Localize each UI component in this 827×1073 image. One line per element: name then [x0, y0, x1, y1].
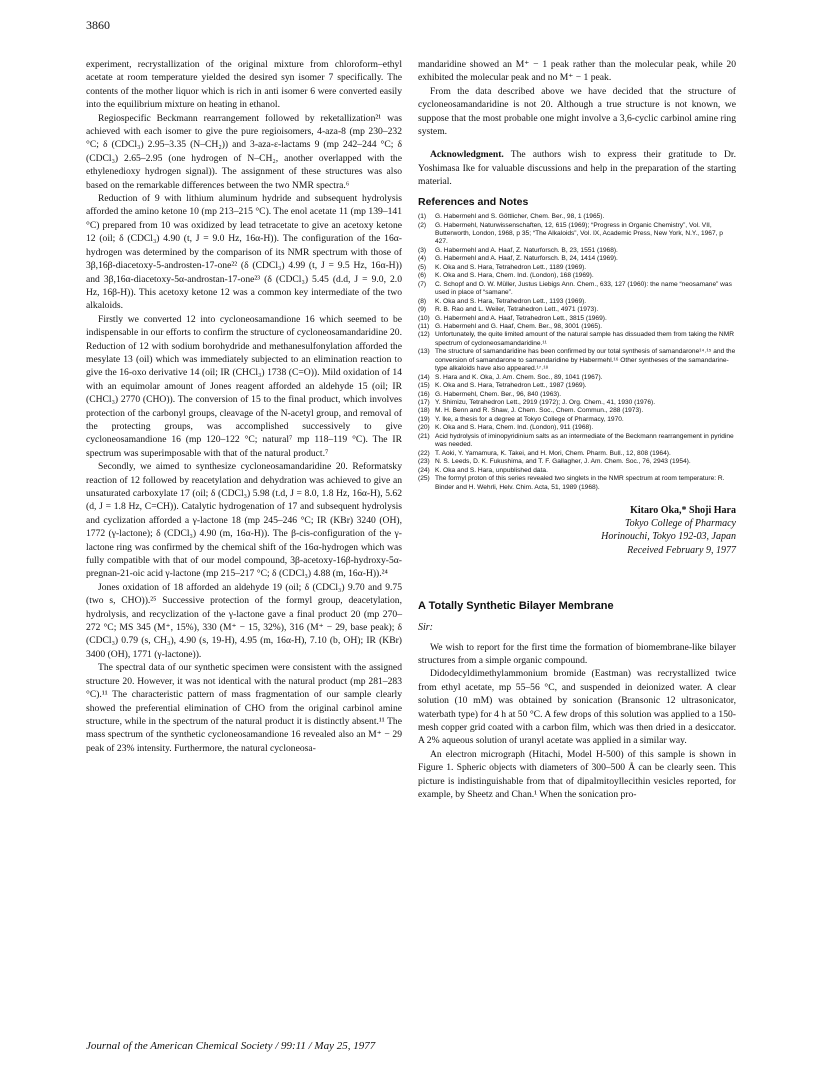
reference-number: (17) [418, 399, 430, 407]
reference-item [418, 331, 736, 348]
body-paragraph: experiment, recrystallization of the original mixture from chloroform–ethyl acetate at room temperature yielded the desired syn isomer 7 specifically. The contents of the mother liquor which is rich in anti isomer 6 were converted easily into the equilibrium mixture on heating in ethanol. [86, 59, 402, 111]
reference-number: (20) [418, 424, 430, 432]
reference-number: (11) [418, 322, 430, 330]
reference-text: K. Oka and S. Hara, Tetrahedron Lett., 1189 (1969). [435, 263, 587, 271]
reference-number: (12) [418, 331, 430, 339]
reference-item [418, 424, 736, 432]
affiliation-line: Horinouchi, Tokyo 192-03, Japan [601, 531, 736, 543]
body-paragraph: Regiospecific Beckmann rearrangement followed by reketallization²¹ was achieved with each isomer to give the pure regioisomers, 4-aza-8 (mp 230–232 °C; δ (CDCl₃) 2.95–3.35 (N–CH₂)) and 3-aza-ε-lactams 9 (mp 242–244 °C; δ (CDCl₃) 2.65–2.95 (one hydrogen of N–CH₂, another overlapped with the ethylenedioxy hydrogen signal)). The assignment of these structures was also based on the remarkable differences between the two NMR spectra.⁶ [86, 112, 402, 191]
page-number: 3860 [86, 18, 110, 32]
right-column [418, 58, 736, 802]
reference-number: (14) [418, 373, 430, 381]
body-paragraph: Didodecyldimethylammonium bromide (Eastman) was recrystallized twice from ethyl acetate, mp 55–56 °C, and suspended in deionized water. A clear solution (10 mM) was obtained by sonication (Bransonic 12 ultrasonicator, waterbath type) for 4 h at 50 °C. A few drops of this solution was applied to a 150-mesh copper grid coated with a carbon film, which was then dried in a desiccator. A 2% aqueous solution of uranyl acetate was applied in a similar way. [418, 668, 736, 747]
reference-text: G. Habermehl and A. Haaf, Tetrahedron Lett., 3815 (1969). [435, 314, 607, 322]
reference-item [418, 458, 736, 466]
journal-footer: Journal of the American Chemical Society / 99:11 / May 25, 1977 [86, 1040, 376, 1052]
reference-item [418, 298, 736, 306]
reference-number: (22) [418, 449, 430, 457]
reference-text: S. Hara and K. Oka, J. Am. Chem. Soc., 89, 1041 (1967). [435, 373, 603, 381]
reference-item [418, 407, 736, 415]
reference-number: (7) [418, 280, 427, 288]
body-paragraph: Secondly, we aimed to synthesize cycloneosamandaridine 20. Reformatsky reaction of 12 followed by reacetylation and dehydration was achieved to give an unsaturated carboxylate 17 (oil; δ (CDCl₃) 5.98 (t.d, J = 8.0, 1.8 Hz, 16α-H), 5.62 (d, J = 1.8 Hz, C=CH)). Catalytic hydrogenation of 17 and subsequent hydrolysis and cyclization afforded a γ-lactone 18 (mp 245–246 °C; IR (KBr) 3240 (OH), 1772 (γ-lactone); δ (CDCl₃) 4.90 (m, 16α-H)). The β-cis-configuration of the γ-lactone ring was confirmed by the chemical shift of the 16α-hydrogen which was fully compatible with that of our model compound, 3β-acetoxy-16β-hydroxy-5α-pregnan-21-oic acid γ-lactone (mp 215–217 °C; δ (CDCl₃) 4.88 (m, 16α-H)).²⁴ [86, 461, 402, 580]
reference-item [418, 475, 736, 492]
reference-number: (15) [418, 382, 430, 390]
reference-item [418, 323, 736, 331]
reference-number: (24) [418, 466, 430, 474]
body-paragraph: Jones oxidation of 18 afforded an aldehyde 19 (oil; δ (CDCl₃) 9.70 and 9.75 (two s, CHO)).²⁵ Successive protection of the formyl group, deacetylation, hydrolysis, and recyclization of the γ-lactone gave a final product 20 (mp 270–272 °C; MS 345 (M⁺, 15%), 330 (M⁺ − 15, 32%), 316 (M⁺ − 29, base peak); δ (CDCl₃) 0.79 (s, CH₃), 4.90 (s, 19-H), 4.95 (m, 16α-H), 7.10 (b, OH); IR (KBr) 3400 (OH), 1771 (γ-lactone)). [86, 581, 402, 660]
reference-item [418, 399, 736, 407]
reference-text: K. Oka and S. Hara, unpublished data. [435, 466, 548, 474]
body-paragraph: The spectral data of our synthetic specimen were consistent with the assigned structure 20. However, it was not identical with the natural product (mp 281–283 °C).¹¹ The characteristic pattern of mass fragmentation of our sample clearly showed the preferential elimination of CHO from the original carbinol amine structure, while in the spectrum of the natural product it is distinctly absent.¹¹ The mass spectrum of the synthetic cycloneosamandione 16 revealed also an M⁺ − 29 peak of 23% intensity. Furthermore, the natural cycloneosa- [86, 662, 402, 754]
salutation: Sir: [418, 622, 433, 634]
reference-item [418, 433, 736, 450]
reference-item [418, 374, 736, 382]
authors: Kitaro Oka,* Shoji Hara [630, 505, 736, 517]
body-paragraph: Firstly we converted 12 into cycloneosamandione 16 which seemed to be indispensable in our efforts to confirm the structure of cycloneosamandaridine 20. Reduction of 12 with sodium borohydride and methanesulfonylation afforded the mesylate 13 (oil) which was immediately subjected to an elimination reaction to give the 16-oxo derivative 14 (oil; IR (CHCl₃) 1738 (C=O)). Mild oxidation of 14 with an equimolar amount of Jones reagent afforded an aldehyde 15 (oil; IR (CHCl₃) 2770 (CHO)). The conversion of 15 to the final product, which involves protection of the carbonyl groups, cleavage of the N-acetyl group, and removal of the protecting groups, was accomplished successively to give cycloneosamandione 16 (mp 120–122 °C; natural⁷ mp 118–119 °C). The IR spectrum was superimposable with that of the natural product.⁷ [86, 313, 402, 459]
reference-item [418, 348, 736, 373]
reference-text: N. S. Leeds, D. K. Fukushima, and T. F. Gallagher, J. Am. Chem. Soc., 76, 2943 (1954). [435, 458, 691, 466]
left-column [86, 58, 402, 755]
reference-number: (9) [418, 306, 427, 314]
reference-number: (21) [418, 432, 430, 440]
reference-text: R. B. Rao and L. Weiler, Tetrahedron Lett., 4971 (1973). [435, 306, 599, 314]
body-paragraph: An electron micrograph (Hitachi, Model H-500) of this sample is shown in Figure 1. Spheric objects with diameters of 300–500 Å can be clearly seen. This picture is indistinguishable from that of dipalmitoyllecithin vesicles reported, for example, by Sheetz and Chan.¹ When the sonication pro- [418, 748, 736, 801]
reference-text: Acid hydrolysis of iminopyridinium salts as an intermediate of the Beckmann rearrangement in pyridine was needed. [435, 432, 734, 449]
reference-text: K. Oka and S. Hara, Tetrahedron Lett., 1193 (1969). [435, 297, 587, 305]
reference-item [418, 450, 736, 458]
body-paragraph: Reduction of 9 with lithium aluminum hydride and subsequent hydrolysis afforded the amino ketone 10 (mp 213–215 °C). The enol acetate 11 (mp 139–141 °C) prepared from 10 was oxidized by lead tetracetate to give an acetoxy ketone 12 (oil; δ (CDCl₃) 4.90 (t, J = 9.0 Hz, 16α-H)). The configuration of the 16α-hydrogen was determined by the comparison of its NMR spectrum with those of 3β,16β-diacetoxy-5-androsten-17-one²² (δ (CDCl₃) 4.99 (t, J = 9.5 Hz, 16α-H)) and 3β,16α-diacetoxy-5α-androstan-17-one²³ (δ (CDCl₃) 5.45 (d.d, J = 9.0, 2.0 Hz, 16β-H)). This acetoxy ketone 12 was a common key intermediate of the two alkaloids. [86, 193, 402, 312]
references-list [418, 213, 736, 492]
reference-text: K. Oka and S. Hara, Chem. Ind. (London), 911 (1968). [435, 424, 594, 432]
reference-item [418, 281, 736, 298]
reference-number: (13) [418, 348, 430, 356]
article-title: A Totally Synthetic Bilayer Membrane [418, 599, 614, 612]
affiliation-line: Tokyo College of Pharmacy [624, 518, 736, 530]
reference-number: (18) [418, 407, 430, 415]
reference-item [418, 222, 736, 247]
reference-number: (6) [418, 272, 427, 280]
acknowledgment-text: The authors wish to express their gratitude to Dr. Yoshimasa Ike for valuable discussions and help in the preparation of the starting material. [418, 149, 736, 188]
reference-text: G. Habermehl, Naturwissenschaften, 12, 615 (1969); “Progress in Organic Chemistry”, Vol. VII, Butterworth, London, 1968, p 35; “The Alkaloids”, Vol. IX, Academic Press, New York, N.Y., 1967, p 427. [435, 221, 723, 246]
reference-item [418, 391, 736, 399]
reference-item [418, 416, 736, 424]
body-paragraph: We wish to report for the first time the formation of biomembrane-like bilayer structures from a simple organic compound. [418, 641, 736, 667]
acknowledgment-heading: Acknowledgment. [430, 149, 504, 161]
reference-text: C. Schopf and O. W. Müller, Justus Liebigs Ann. Chem., 633, 127 (1960): the name “neosamane” was used in place of “samane”. [435, 280, 732, 297]
reference-text: T. Aoki, Y. Yamamura, K. Takei, and H. Mori, Chem. Pharm. Bull., 12, 808 (1964). [435, 449, 671, 457]
references-title: References and Notes [418, 195, 529, 208]
reference-text: G. Habermehl and G. Haaf, Chem. Ber., 98, 3001 (1965). [435, 322, 603, 330]
reference-number: (8) [418, 297, 427, 305]
reference-item [418, 306, 736, 314]
acknowledgment [418, 148, 736, 188]
reference-text: K. Oka and S. Hara, Chem. Ind. (London), 168 (1969). [435, 272, 594, 280]
reference-item [418, 467, 736, 475]
reference-text: G. Habermehl and A. Haaf, Z. Naturforsch. B, 24, 1414 (1969). [435, 255, 618, 263]
body-paragraph: mandaridine showed an M⁺ − 1 peak rather than the molecular peak, while 20 exhibited the molecular peak and no M⁺ − 1 peak. [418, 59, 736, 84]
received-date: Received February 9, 1977 [627, 545, 736, 557]
reference-number: (1) [418, 213, 427, 221]
reference-item [418, 247, 736, 255]
reference-item [418, 382, 736, 390]
reference-number: (10) [418, 314, 430, 322]
reference-number: (2) [418, 221, 427, 229]
reference-text: G. Habermehl and A. Haaf, Z. Naturforsch. B, 23, 1551 (1968). [435, 246, 618, 254]
reference-item [418, 264, 736, 272]
reference-number: (4) [418, 255, 427, 263]
reference-item [418, 255, 736, 263]
reference-text: Y. Ike, a thesis for a degree at Tokyo College of Pharmacy, 1970. [435, 415, 624, 423]
reference-text: The formyl proton of this series revealed two singlets in the NMR spectrum at room temperature: R. Binder and H. Wehrli, Helv. Chim. Acta, 51, 1989 (1968). [435, 475, 725, 491]
reference-text: The structure of samandaridine has been confirmed by our total synthesis of samandarone¹⁴˒¹⁵ and the conversion of samandarone to samandaridine by Habermehl.¹⁶ Other syntheses of the samandarine-type alkaloids have also appeared.¹⁷˒¹⁸ [435, 348, 736, 373]
reference-text: G. Habermehl, Chem. Ber., 96, 840 (1963). [435, 390, 562, 398]
reference-number: (25) [418, 475, 430, 483]
reference-text: Unfortunately, the quite limited amount of the natural sample has dissuaded them from taking the NMR spectrum of cycloneosamandaridine.¹¹ [435, 331, 734, 347]
body-paragraph: From the data described above we have decided that the structure of cycloneosamandaridine is not 20. Although a true structure is not known, we suppose that the most probable one might involve a 3,6-cyclic carbinol amine ring system. [418, 85, 736, 138]
reference-item [418, 213, 736, 221]
reference-number: (3) [418, 246, 427, 254]
reference-number: (5) [418, 263, 427, 271]
reference-item [418, 272, 736, 280]
reference-number: (19) [418, 415, 430, 423]
reference-item [418, 315, 736, 323]
reference-text: K. Oka and S. Hara, Tetrahedron Lett., 1987 (1969). [435, 382, 587, 390]
reference-text: M. H. Benn and R. Shaw, J. Chem. Soc., Chem. Commun., 288 (1973). [435, 407, 644, 415]
reference-text: Y. Shimizu, Tetrahedron Lett., 2919 (1972); J. Org. Chem., 41, 1930 (1976). [435, 399, 656, 407]
reference-number: (23) [418, 458, 430, 466]
reference-number: (16) [418, 390, 430, 398]
reference-text: G. Habermehl and S. Göttlicher, Chem. Ber., 98, 1 (1965). [435, 213, 605, 221]
